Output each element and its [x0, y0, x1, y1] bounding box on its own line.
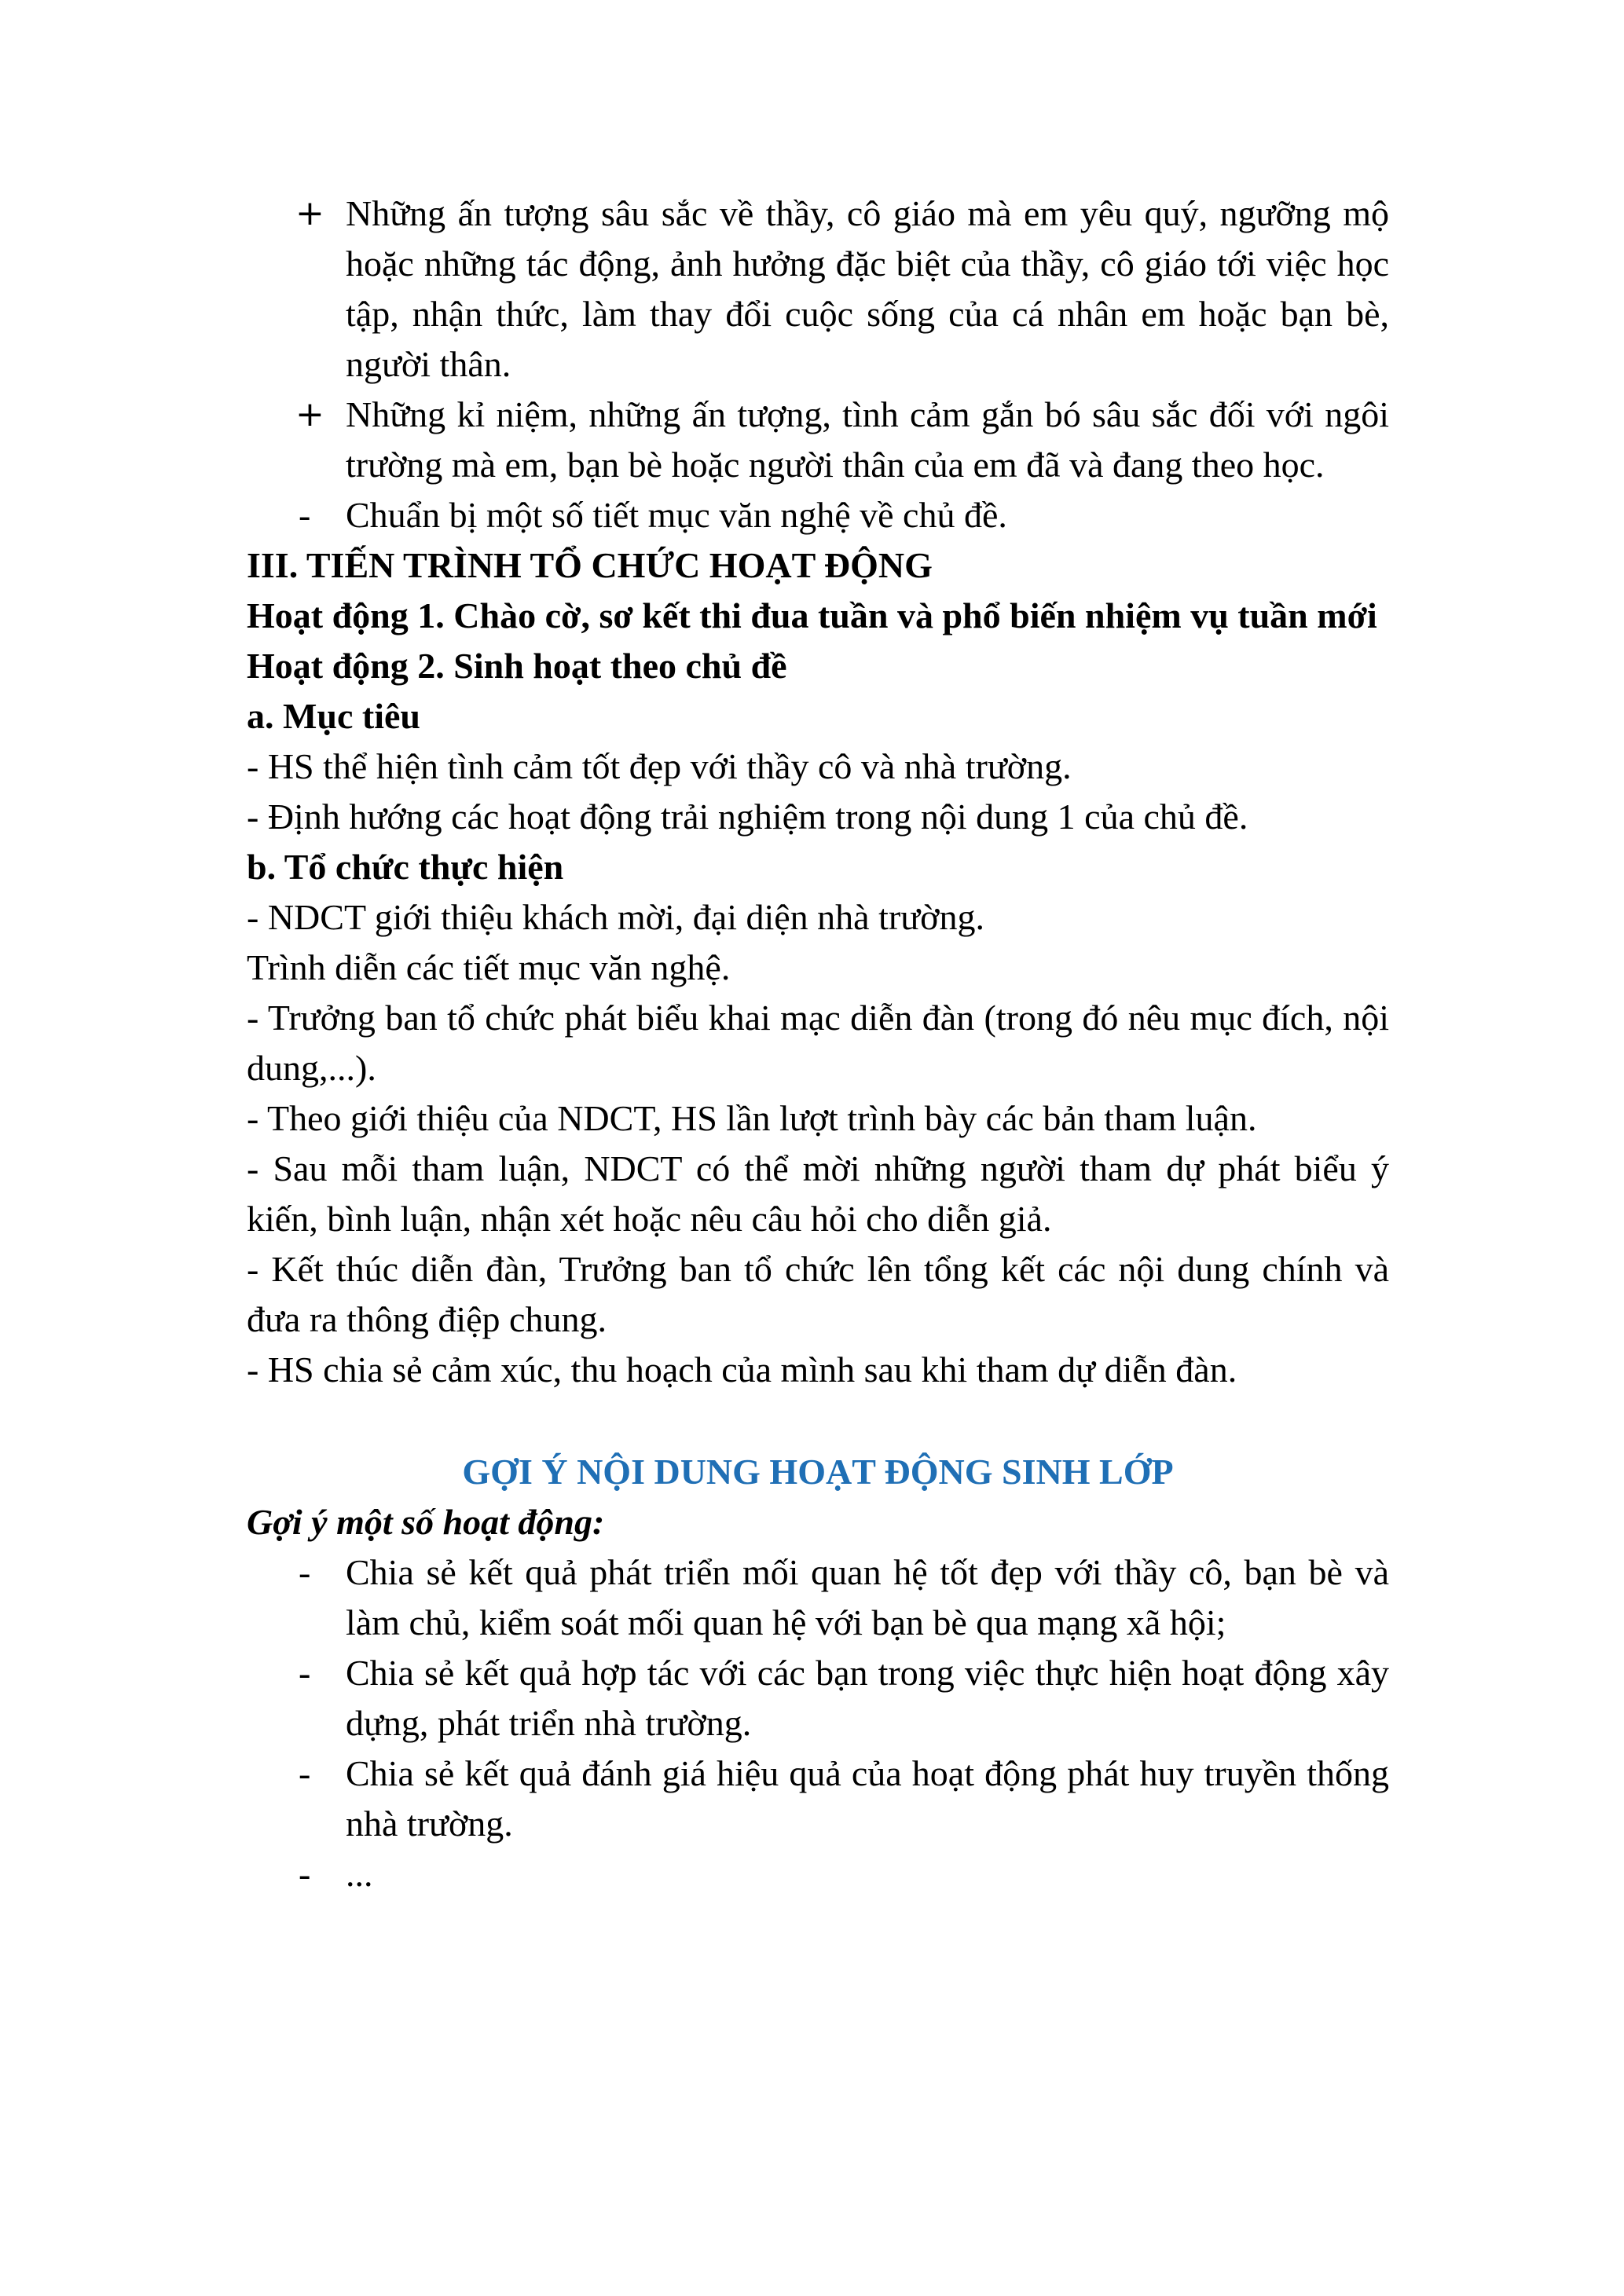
- implementation-line: - Trưởng ban tổ chức phát biểu khai mạc diễn đàn (trong đó nêu mục đích, nội dung,...).: [247, 998, 1389, 1088]
- dash-marker: -: [299, 1854, 311, 1894]
- section-heading: III. TIẾN TRÌNH TỔ CHỨC HOẠT ĐỘNG: [247, 545, 933, 585]
- suggestion-item: [247, 1547, 1389, 1648]
- suggestion-text: Chia sẻ kết quả hợp tác với các bạn trong việc thực hiện hoạt động xây dựng, phát triển nhà trường.: [346, 1653, 1389, 1743]
- suggestion-title: GỢI Ý NỘI DUNG HOẠT ĐỘNG SINH LỚP: [462, 1452, 1174, 1492]
- activity-1-heading: Hoạt động 1. Chào cờ, sơ kết thi đua tuần và phổ biến nhiệm vụ tuần mới: [247, 595, 1377, 635]
- suggestion-item: [247, 1749, 1389, 1849]
- goal-line: - Định hướng các hoạt động trải nghiệm trong nội dung 1 của chủ đề.: [247, 796, 1248, 837]
- activity-2-heading: Hoạt động 2. Sinh hoạt theo chủ đề: [247, 646, 787, 686]
- goal-heading: a. Mục tiêu: [247, 696, 421, 736]
- bullet-text: Những ấn tượng sâu sắc về thầy, cô giáo mà em yêu quý, ngưỡng mộ hoặc những tác động, ảnh hưởng đặc biệt của thầy, cô giáo tới việc học tập, nhận thức, làm thay đổi cuộc sống của cá nhân em hoặc bạn bè, người thân.: [346, 193, 1389, 384]
- goal-line: - HS thể hiện tình cảm tốt đẹp với thầy cô và nhà trường.: [247, 746, 1072, 786]
- suggestion-text: Chia sẻ kết quả đánh giá hiệu quả của hoạt động phát huy truyền thống nhà trường.: [346, 1753, 1389, 1844]
- bullet-text: Những kỉ niệm, những ấn tượng, tình cảm gắn bó sâu sắc đối với ngôi trường mà em, bạn bè hoặc người thân của em đã và đang theo học.: [346, 394, 1389, 485]
- suggestion-item: [247, 1648, 1389, 1749]
- plus-marker: +: [295, 394, 324, 434]
- suggestion-text: Chia sẻ kết quả phát triển mối quan hệ tốt đẹp với thầy cô, bạn bè và làm chủ, kiểm soát mối quan hệ với bạn bè qua mạng xã hội;: [346, 1552, 1389, 1642]
- dash-marker: -: [299, 495, 311, 535]
- implementation-line: - Kết thúc diễn đàn, Trưởng ban tổ chức lên tổng kết các nội dung chính và đưa ra thông điệp chung.: [247, 1249, 1389, 1339]
- bullet-item: [247, 390, 1389, 490]
- implementation-line: Trình diễn các tiết mục văn nghệ.: [247, 947, 731, 987]
- bullet-item: [247, 490, 1389, 540]
- dash-marker: -: [299, 1552, 311, 1592]
- implementation-heading: b. Tổ chức thực hiện: [247, 847, 564, 887]
- document-page: [247, 189, 1389, 1899]
- bullet-item: [247, 189, 1389, 390]
- implementation-line: - NDCT giới thiệu khách mời, đại diện nhà trường.: [247, 897, 984, 937]
- suggestion-subtitle: Gợi ý một số hoạt động:: [247, 1502, 605, 1542]
- plus-marker: +: [295, 193, 324, 233]
- implementation-line: - Sau mỗi tham luận, NDCT có thể mời những người tham dự phát biểu ý kiến, bình luận, nhận xét hoặc nêu câu hỏi cho diễn giả.: [247, 1148, 1389, 1239]
- dash-marker: -: [299, 1653, 311, 1693]
- implementation-line: - HS chia sẻ cảm xúc, thu hoạch của mình sau khi tham dự diễn đàn.: [247, 1349, 1237, 1390]
- suggestion-text: ...: [346, 1854, 373, 1894]
- implementation-line: - Theo giới thiệu của NDCT, HS lần lượt trình bày các bản tham luận.: [247, 1098, 1257, 1138]
- dash-marker: -: [299, 1753, 311, 1793]
- suggestion-item: [247, 1849, 1389, 1899]
- bullet-text: Chuẩn bị một số tiết mục văn nghệ về chủ đề.: [346, 495, 1007, 535]
